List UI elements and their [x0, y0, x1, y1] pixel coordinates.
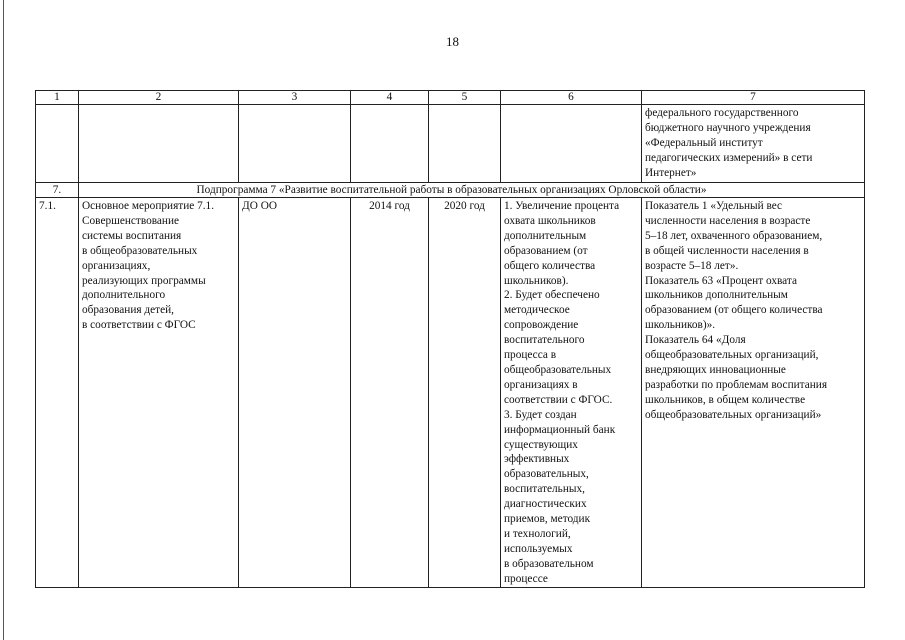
table-cell — [429, 105, 501, 183]
header-cell: 6 — [501, 91, 642, 105]
text-line: педагогических измерений» в сети — [645, 151, 813, 164]
header-cell: 5 — [429, 91, 501, 105]
text-line: 5–18 лет, охваченного образованием, — [645, 229, 823, 242]
text-line: системы воспитания — [82, 229, 182, 242]
text-line: Показатель 64 «Доля — [645, 334, 746, 347]
document-table — [35, 90, 865, 588]
end-year-cell: 2020 год — [429, 198, 501, 588]
page-number: 18 — [446, 34, 459, 49]
text-line: 2. Будет обеспечено — [504, 289, 600, 302]
header-cell: 1 — [36, 91, 79, 105]
executor-cell: ДО ОО — [239, 198, 351, 588]
text-line: общего количества — [504, 259, 596, 272]
subprogram-row — [36, 183, 865, 198]
text-line: организациях, — [82, 259, 151, 272]
text-line: воспитательного — [504, 334, 585, 347]
table-cell — [501, 105, 642, 183]
table-cell — [79, 105, 239, 183]
text-line: общеобразовательных организаций» — [645, 408, 822, 421]
text-line: Интернет» — [645, 166, 697, 179]
text-line: школьников)». — [645, 319, 716, 332]
text-line: процесса в — [504, 349, 557, 362]
text-line: в общей численности населения в — [645, 244, 809, 257]
text-line: информационный банк — [504, 423, 616, 436]
text-line: приемов, методик — [504, 513, 591, 526]
text-line: в соответствии с ФГОС — [82, 319, 196, 332]
measure-number: 7.1. — [36, 198, 79, 588]
start-year-cell: 2014 год — [351, 198, 429, 588]
header-cell: 4 — [351, 91, 429, 105]
text-line: Совершенствование — [82, 214, 180, 227]
text-line: 1. Увеличение процента — [504, 200, 620, 212]
text-line: реализующих программы — [82, 274, 206, 287]
text-line: дополнительным — [504, 229, 587, 242]
text-line: 3. Будет создан — [504, 408, 577, 421]
scan-edge-line — [3, 0, 4, 640]
header-cell: 2 — [79, 91, 239, 105]
text-line: образованием (от общего количества — [645, 304, 823, 317]
header-cell: 7 — [642, 91, 865, 105]
text-line: общеобразовательных — [504, 363, 612, 376]
text-line: бюджетного научного учреждения — [645, 121, 811, 134]
text-line: общеобразовательных организаций, — [645, 349, 819, 362]
table-cell — [239, 105, 351, 183]
text-line: «Федеральный институт — [645, 136, 763, 149]
text-line: и технологий, — [504, 527, 571, 540]
text-line: школьников). — [504, 274, 569, 287]
text-line: методическое — [504, 304, 570, 317]
text-line: эффективных — [504, 453, 570, 466]
text-line: образовательных, — [504, 468, 589, 481]
text-line: соответствии с ФГОС. — [504, 393, 613, 406]
text-line: охвата школьников — [504, 214, 596, 227]
indicator-cell — [642, 198, 865, 588]
measure-name-cell — [79, 198, 239, 588]
text-line: внедряющих инновационные — [645, 363, 786, 376]
table-cell — [351, 105, 429, 183]
text-line: образованием (от — [504, 244, 588, 257]
text-line: численности населения в возрасте — [645, 214, 811, 227]
continuation-row — [36, 105, 865, 183]
text-line: Показатель 63 «Процент охвата — [645, 274, 797, 287]
text-line: дополнительного — [82, 289, 166, 302]
text-line: в образовательном — [504, 557, 594, 570]
text-line: существующих — [504, 438, 578, 451]
text-line: разработки по проблемам воспитания — [645, 378, 828, 391]
text-line: сопровождение — [504, 319, 579, 332]
expected-result-cell — [501, 198, 642, 588]
text-line: Основное мероприятие 7.1. — [82, 200, 215, 212]
text-line: федерального государственного — [645, 107, 799, 119]
text-line: используемых — [504, 542, 573, 555]
text-line: образования детей, — [82, 304, 174, 317]
header-cell: 3 — [239, 91, 351, 105]
subprogram-number: 7. — [36, 183, 79, 198]
indicator-cell — [642, 105, 865, 183]
text-line: процессе — [504, 572, 548, 585]
measure-row — [36, 198, 865, 588]
text-line: организациях в — [504, 378, 578, 391]
table-header-row — [36, 91, 865, 105]
subprogram-title: Подпрограмма 7 «Развитие воспитательной работы в образовательных организациях Орловской области» — [79, 183, 865, 198]
text-line: возрасте 5–18 лет». — [645, 259, 739, 272]
table-cell — [36, 105, 79, 183]
text-line: в общеобразовательных — [82, 244, 198, 257]
text-line: Показатель 1 «Удельный вес — [645, 200, 783, 212]
text-line: школьников дополнительным — [645, 289, 788, 302]
text-line: диагностических — [504, 498, 587, 511]
text-line: воспитательных, — [504, 483, 585, 496]
text-line: школьников, в общем количестве — [645, 393, 806, 406]
